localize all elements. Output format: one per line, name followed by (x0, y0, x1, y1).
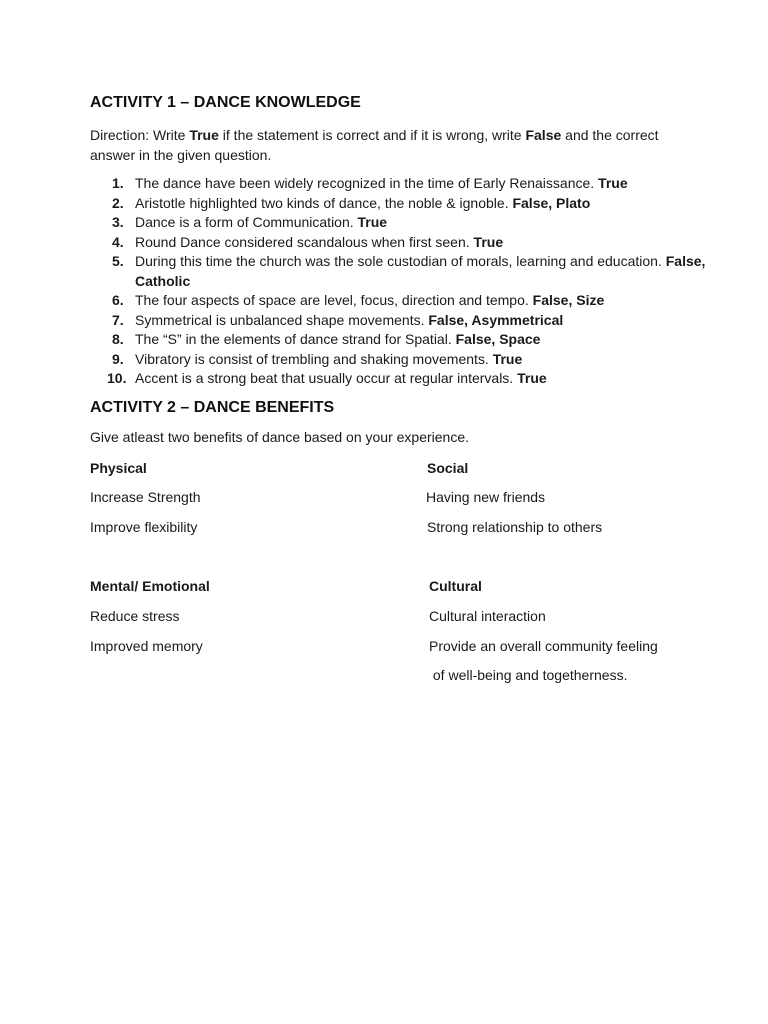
question-number: 1. (112, 175, 124, 191)
question-number: 4. (112, 233, 124, 250)
social-item: Strong relationship to others (427, 519, 603, 535)
direction-true-word: True (189, 127, 219, 143)
question-text: Symmetrical is unbalanced shape movements. (135, 311, 425, 328)
question-answer: True (517, 370, 547, 386)
question-number: 2. (112, 194, 124, 211)
activity1-title: ACTIVITY 1 – DANCE KNOWLEDGE (90, 94, 361, 111)
direction-prefix: Direction: Write (90, 127, 190, 143)
question-number: 5. (112, 253, 124, 269)
direction-middle: if the statement is correct and if it is wrong, write (218, 127, 526, 143)
physical-item: Improve flexibility (90, 519, 198, 535)
question-text: Dance is a form of Communication. (135, 214, 354, 230)
cultural-item: of well-being and togetherness. (429, 667, 628, 683)
question-item (90, 330, 710, 350)
question-answer: True (598, 175, 628, 191)
question-text: Aristotle highlighted two kinds of dance, the noble & ignoble. (135, 194, 509, 211)
question-item (90, 311, 710, 331)
mental-item: Reduce stress (90, 608, 180, 624)
cultural-item: Provide an overall community feeling (429, 638, 658, 654)
activity2-intro: Give atleast two benefits of dance based on your experience. (90, 429, 470, 445)
direction-false-word: False (525, 127, 562, 143)
question-number: 8. (112, 331, 124, 347)
question-number: 10. (107, 370, 127, 386)
cultural-item: Cultural interaction (429, 608, 546, 624)
direction-suffix: and the correct answer in the given question. (90, 127, 659, 163)
question-item (90, 213, 710, 233)
question-item (90, 233, 710, 253)
question-item (90, 194, 710, 214)
question-text: Vibratory is consist of trembling and shaking movements. (135, 350, 489, 367)
question-text: During this time the church was the sole custodian of morals, learning and education. (135, 253, 662, 269)
activity2-title: ACTIVITY 2 – DANCE BENEFITS (90, 399, 335, 416)
question-item (90, 174, 710, 194)
activity1-direction (90, 125, 690, 165)
question-answer: False, Space (455, 331, 541, 347)
question-list (90, 174, 710, 389)
question-answer: False, Size (532, 292, 605, 308)
social-item: Having new friends (426, 489, 546, 505)
mental-item: Improved memory (90, 638, 203, 654)
question-text: The “S” in the elements of dance strand for Spatial. (135, 331, 452, 347)
question-number: 7. (112, 311, 124, 328)
question-text: Round Dance considered scandalous when first seen. (135, 233, 470, 250)
social-heading: Social (427, 460, 469, 476)
question-item (90, 291, 710, 311)
question-item (90, 350, 710, 370)
mental-heading: Mental/ Emotional (90, 578, 210, 594)
question-number: 6. (112, 292, 124, 308)
cultural-heading: Cultural (429, 578, 482, 594)
question-number: 3. (112, 214, 124, 230)
question-item (90, 369, 710, 389)
question-text: Accent is a strong beat that usually occur at regular intervals. (135, 370, 514, 386)
question-number: 9. (112, 350, 124, 367)
physical-heading: Physical (90, 460, 147, 476)
question-item (90, 252, 710, 291)
question-answer: True (492, 350, 523, 367)
question-text: The four aspects of space are level, focus, direction and tempo. (135, 292, 529, 308)
question-answer: False, Catholic (135, 253, 706, 289)
question-answer: False, Asymmetrical (428, 311, 564, 328)
physical-item: Increase Strength (90, 489, 201, 505)
question-text: The dance have been widely recognized in the time of Early Renaissance. (135, 175, 595, 191)
question-answer: True (473, 233, 504, 250)
question-answer: True (357, 214, 388, 230)
question-answer: False, Plato (512, 194, 591, 211)
